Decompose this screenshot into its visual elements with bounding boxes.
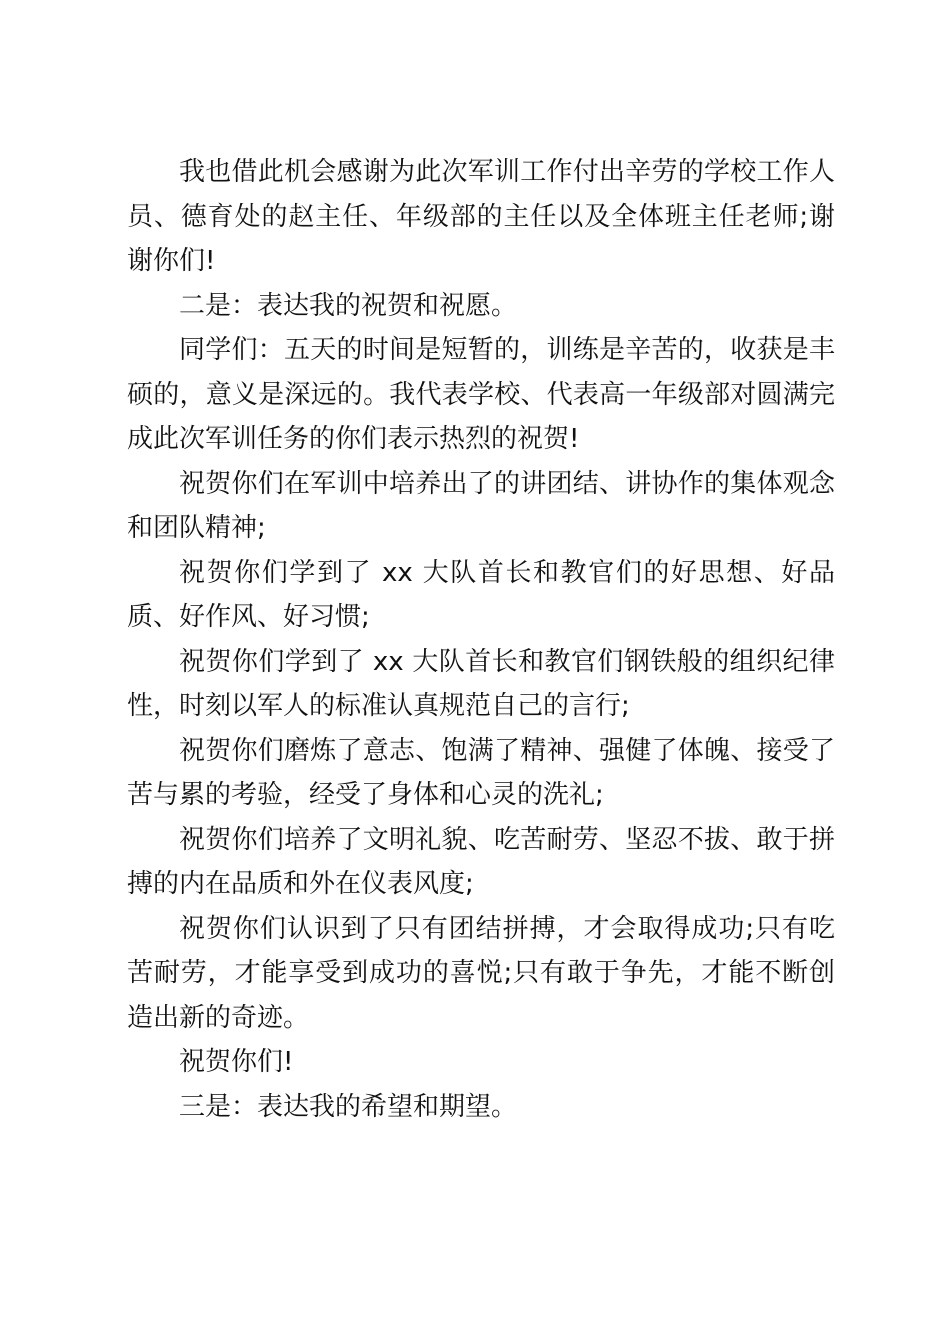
paragraph-congratulations: 同学们：五天的时间是短暂的，训练是辛苦的，收获是丰硕的，意义是深远的。我代表学校、代表高一年级部对圆满完成此次军训任务的你们表示热烈的祝贺! xyxy=(127,335,835,454)
paragraph-good-qualities: 祝贺你们学到了 xx 大队首长和教官们的好思想、好品质、好作风、好习惯; xyxy=(127,557,835,632)
paragraph-section-three-heading: 三是：表达我的希望和期望。 xyxy=(179,1091,518,1122)
paragraph-success: 祝贺你们认识到了只有团结拼搏，才会取得成功;只有吃苦耐劳，才能享受到成功的喜悦;只有敢于争先，才能不断创造出新的奇迹。 xyxy=(127,913,835,1033)
paragraph-congrats-short: 祝贺你们! xyxy=(179,1047,294,1077)
paragraph-character: 祝贺你们培养了文明礼貌、吃苦耐劳、坚忍不拔、敢于拼搏的内在品质和外在仪表风度; xyxy=(127,824,835,899)
paragraph-teamwork: 祝贺你们在军训中培养出了的讲团结、讲协作的集体观念和团队精神; xyxy=(127,468,835,543)
paragraph-section-two-heading: 二是：表达我的祝贺和祝愿。 xyxy=(179,290,518,321)
paragraph-thanks: 我也借此机会感谢为此次军训工作付出辛劳的学校工作人员、德育处的赵主任、年级部的主任以及全体班主任老师;谢谢你们! xyxy=(127,157,835,276)
paragraph-willpower: 祝贺你们磨炼了意志、饱满了精神、强健了体魄、接受了苦与累的考验，经受了身体和心灵的洗礼; xyxy=(127,735,835,810)
paragraph-discipline: 祝贺你们学到了 xx 大队首长和教官们钢铁般的组织纪律性，时刻以军人的标准认真规范自己的言行; xyxy=(127,646,835,721)
document-body xyxy=(127,150,835,1129)
